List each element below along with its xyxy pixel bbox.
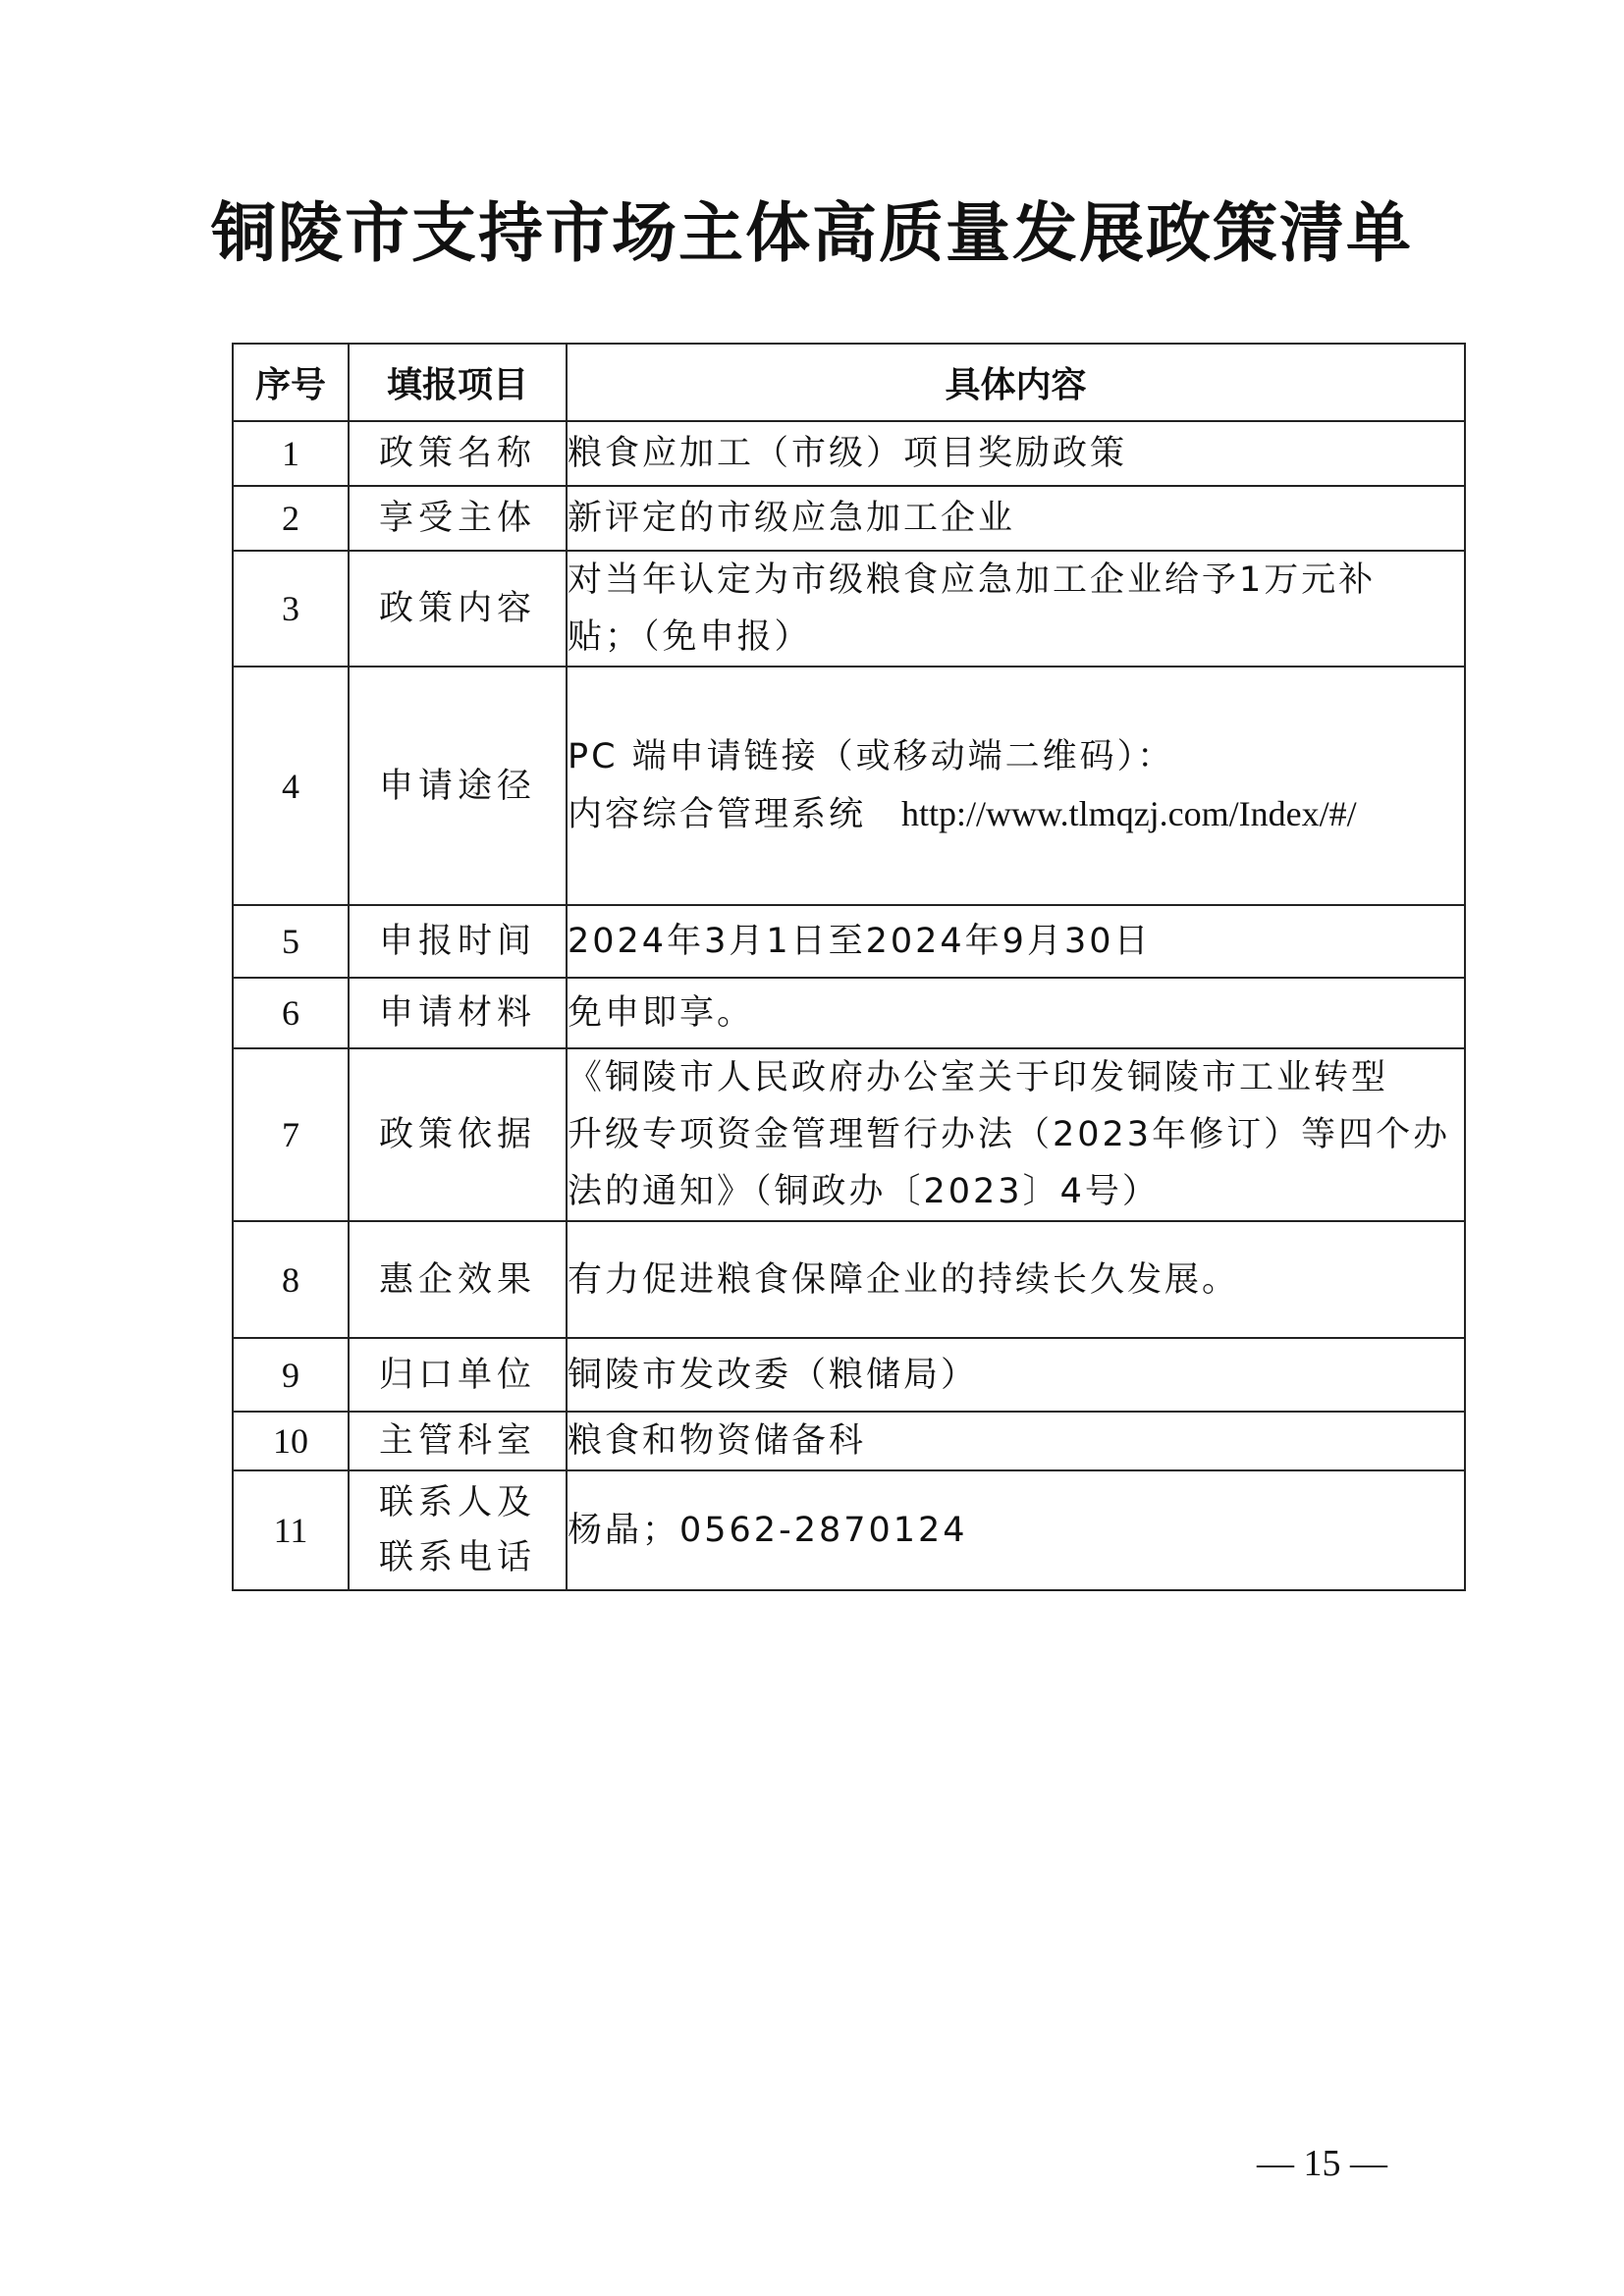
- row-content: [567, 1221, 1465, 1338]
- row-item: 归口单位: [349, 1338, 567, 1412]
- row-num: 1: [233, 421, 349, 486]
- content-line: 铜陵市发改委（粮储局）: [568, 1355, 979, 1395]
- row-item: 政策内容: [349, 551, 567, 667]
- row-item: 申请材料: [349, 978, 567, 1048]
- row-content: [567, 1338, 1465, 1412]
- table-row: [233, 1048, 1465, 1221]
- row-item: 享受主体: [349, 486, 567, 551]
- table-row: [233, 486, 1465, 551]
- content-line: 粮食和物资储备科: [568, 1421, 867, 1461]
- row-num: 3: [233, 551, 349, 667]
- row-content: [567, 486, 1465, 551]
- table-row: [233, 1338, 1465, 1412]
- content-line: 粮食应加工（市级）项目奖励政策: [568, 434, 1128, 473]
- table-row: [233, 978, 1465, 1048]
- row-content: [567, 1048, 1465, 1221]
- row-num: 2: [233, 486, 349, 551]
- table-row: [233, 667, 1465, 905]
- system-name: 内容综合管理系统: [568, 795, 867, 834]
- table-row: [233, 1412, 1465, 1470]
- table-row: [233, 551, 1465, 667]
- content-line: [568, 785, 1464, 843]
- table-header-row: [233, 344, 1465, 421]
- item-line: 联系人及: [378, 1483, 536, 1522]
- row-num: 4: [233, 667, 349, 905]
- content-line: PC 端申请链接（或移动端二维码）：: [568, 737, 1175, 776]
- content-line: 法的通知》（铜政办〔2023〕4号）: [568, 1172, 1160, 1211]
- row-num: 5: [233, 905, 349, 978]
- row-content: [567, 905, 1465, 978]
- policy-table: [232, 343, 1466, 1591]
- table-row: [233, 1470, 1465, 1590]
- row-item: 申报时间: [349, 905, 567, 978]
- row-num: 6: [233, 978, 349, 1048]
- row-item: 惠企效果: [349, 1221, 567, 1338]
- row-item: 主管科室: [349, 1412, 567, 1470]
- row-content: [567, 978, 1465, 1048]
- table-row: [233, 905, 1465, 978]
- row-num: 7: [233, 1048, 349, 1221]
- content-line: 杨晶；0562-2870124: [568, 1511, 968, 1550]
- row-item: 申请途径: [349, 667, 567, 905]
- page-number: — 15 —: [1257, 2143, 1387, 2184]
- content-line: 升级专项资金管理暂行办法（2023年修订）等四个办: [568, 1115, 1451, 1154]
- content-line: 免申即享。: [568, 993, 755, 1033]
- header-num: 序号: [233, 344, 349, 421]
- table-row: [233, 1221, 1465, 1338]
- page-title: 铜陵市支持市场主体高质量发展政策清单: [211, 195, 1413, 271]
- content-line: 贴；（免申报）: [568, 617, 812, 657]
- row-content: [567, 1412, 1465, 1470]
- row-num: 11: [233, 1470, 349, 1590]
- row-item: 政策依据: [349, 1048, 567, 1221]
- row-content: [567, 421, 1465, 486]
- row-content: [567, 1470, 1465, 1590]
- header-content: 具体内容: [567, 344, 1465, 421]
- row-item: [349, 1470, 567, 1590]
- item-line: 联系电话: [378, 1538, 536, 1577]
- row-content: [567, 667, 1465, 905]
- row-num: 9: [233, 1338, 349, 1412]
- table-row: [233, 421, 1465, 486]
- content-line: 对当年认定为市级粮食应急加工企业给予1万元补: [568, 561, 1377, 600]
- content-line: 新评定的市级应急加工企业: [568, 499, 1016, 538]
- row-item: 政策名称: [349, 421, 567, 486]
- row-num: 8: [233, 1221, 349, 1338]
- application-link[interactable]: http://www.tlmqzj.com/Index/#/: [901, 794, 1357, 833]
- row-num: 10: [233, 1412, 349, 1470]
- content-line: 有力促进粮食保障企业的持续长久发展。: [568, 1259, 1240, 1300]
- content-line: 《铜陵市人民政府办公室关于印发铜陵市工业转型: [568, 1058, 1389, 1097]
- header-item: 填报项目: [349, 344, 567, 421]
- content-line: 2024年3月1日至2024年9月30日: [568, 922, 1152, 961]
- row-content: [567, 551, 1465, 667]
